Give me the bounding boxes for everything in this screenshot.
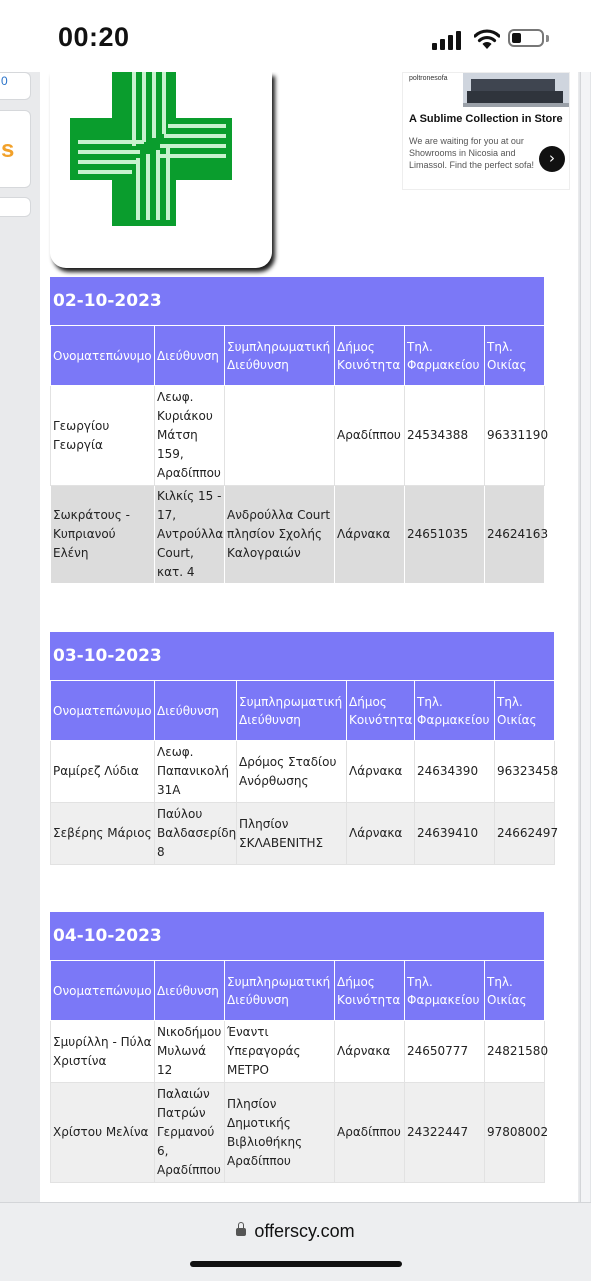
left-card-2[interactable] bbox=[0, 110, 31, 188]
pharmacy-cross-icon bbox=[50, 72, 272, 268]
column-header: Δήμος Κοινότητα bbox=[335, 961, 405, 1021]
municipality: Λάρνακα bbox=[347, 741, 415, 803]
extra-address: Πλησίον ΣΚΛΑΒΕΝΙΤΗΣ bbox=[237, 803, 347, 865]
column-header: Ονοματεπώνυμο bbox=[51, 326, 155, 386]
browser-toolbar bbox=[0, 1202, 591, 1281]
pharmacist-name: Γεωργίου Γεωργία bbox=[51, 386, 155, 486]
table-header-row bbox=[51, 326, 545, 386]
battery-icon bbox=[508, 29, 544, 47]
table-row bbox=[51, 1083, 545, 1183]
column-header: Τηλ. Φαρμακείου bbox=[405, 961, 485, 1021]
arrow-right-icon[interactable]: › bbox=[539, 146, 565, 172]
address: Παλαιών Πατρών Γερμανού 6, Αραδίππου bbox=[155, 1083, 225, 1183]
address: Νικοδήμου Μυλωνά 12 bbox=[155, 1021, 225, 1083]
home-phone[interactable]: 96323458 bbox=[495, 741, 555, 803]
municipality: Αραδίππου bbox=[335, 386, 405, 486]
left-card-3[interactable] bbox=[0, 197, 31, 217]
pharmacy-phone[interactable]: 24322447 bbox=[405, 1083, 485, 1183]
sponsored-ad[interactable] bbox=[402, 72, 570, 190]
column-header: Διεύθυνση bbox=[155, 326, 225, 386]
pharmacy-logo bbox=[50, 72, 272, 268]
date-heading: 04-10-2023 bbox=[50, 912, 544, 960]
ad-title[interactable]: A Sublime Collection in Store bbox=[409, 113, 563, 125]
date-heading: 03-10-2023 bbox=[50, 632, 554, 680]
extra-address bbox=[225, 386, 335, 486]
column-header: Συμπληρωματική Διεύθυνση bbox=[225, 326, 335, 386]
table-row bbox=[51, 741, 555, 803]
address: Λεωφ. Παπανικολή 31Α bbox=[155, 741, 237, 803]
pharmacy-table bbox=[50, 325, 549, 584]
home-phone[interactable]: 97808002 bbox=[485, 1083, 545, 1183]
address: Κιλκίς 15 - 17, Αντρούλλα Court, κατ. 4 bbox=[155, 486, 225, 584]
home-phone[interactable]: 96331190 bbox=[485, 386, 545, 486]
home-phone[interactable]: 24662497 bbox=[495, 803, 555, 865]
home-phone[interactable]: 24624163 bbox=[485, 486, 545, 584]
status-bar bbox=[0, 0, 591, 72]
extra-address: Πλησίον Δημοτικής Βιβλιοθήκης Αραδίππου bbox=[225, 1083, 335, 1183]
municipality: Αραδίππου bbox=[335, 1083, 405, 1183]
column-header: Διεύθυνση bbox=[155, 961, 225, 1021]
main-content bbox=[40, 72, 578, 1202]
column-header: Διεύθυνση bbox=[155, 681, 237, 741]
battery-cap bbox=[546, 35, 549, 42]
pharmacy-phone[interactable]: 24639410 bbox=[415, 803, 495, 865]
column-header: Δήμος Κοινότητα bbox=[335, 326, 405, 386]
lock-icon bbox=[236, 1228, 246, 1236]
table-row bbox=[51, 1021, 545, 1083]
column-header: Τηλ. Φαρμακείου bbox=[405, 326, 485, 386]
column-header: Δήμος Κοινότητα bbox=[347, 681, 415, 741]
extra-address: Έναντι Υπεραγοράς ΜΕΤΡΟ bbox=[225, 1021, 335, 1083]
extra-address: Δρόμος Σταδίου Ανόρθωσης bbox=[237, 741, 347, 803]
municipality: Λάρνακα bbox=[335, 1021, 405, 1083]
column-header: Συμπληρωματική Διεύθυνση bbox=[225, 961, 335, 1021]
column-header: Τηλ. Οικίας bbox=[495, 681, 555, 741]
ad-sofa-image bbox=[463, 73, 569, 107]
extra-address: Ανδρούλλα Court πλησίον Σχολής Καλογραιών bbox=[225, 486, 335, 584]
left-card-2-text: s bbox=[1, 136, 15, 163]
column-header: Ονοματεπώνυμο bbox=[51, 681, 155, 741]
date-heading: 02-10-2023 bbox=[50, 277, 544, 325]
address-bar[interactable] bbox=[0, 1221, 591, 1242]
column-header: Τηλ. Οικίας bbox=[485, 326, 545, 386]
column-header: Συμπληρωματική Διεύθυνση bbox=[237, 681, 347, 741]
column-header: Ονοματεπώνυμο bbox=[51, 961, 155, 1021]
pharmacy-table bbox=[50, 680, 559, 865]
pharmacy-phone[interactable]: 24651035 bbox=[405, 486, 485, 584]
pharmacist-name: Ραμίρεζ Λύδια bbox=[51, 741, 155, 803]
home-phone[interactable]: 24821580 bbox=[485, 1021, 545, 1083]
left-card-1-text: 0 bbox=[1, 74, 8, 88]
column-header: Τηλ. Φαρμακείου bbox=[415, 681, 495, 741]
pharmacy-table bbox=[50, 960, 549, 1183]
sofa-image-icon bbox=[463, 73, 569, 107]
pharmacy-phone[interactable]: 24634390 bbox=[415, 741, 495, 803]
table-header-row bbox=[51, 681, 555, 741]
left-sidebar-fragment bbox=[0, 72, 36, 1202]
ad-brand-logo: poltronesofa bbox=[409, 75, 448, 82]
ad-body: We are waiting for you at our Showrooms in Nicosia and Limassol. Find the perfect sofa! bbox=[409, 136, 535, 170]
pharmacist-name: Σεβέρης Μάριος bbox=[51, 803, 155, 865]
home-indicator[interactable] bbox=[190, 1261, 402, 1267]
address: Λεωφ. Κυριάκου Μάτση 159, Αραδίππου bbox=[155, 386, 225, 486]
pharmacy-phone[interactable]: 24534388 bbox=[405, 386, 485, 486]
municipality: Λάρνακα bbox=[347, 803, 415, 865]
municipality: Λάρνακα bbox=[335, 486, 405, 584]
pharmacist-name: Σωκράτους - Κυπριανού Ελένη bbox=[51, 486, 155, 584]
pharmacist-name: Σμυρίλλη - Πύλα Χριστίνα bbox=[51, 1021, 155, 1083]
table-row bbox=[51, 386, 545, 486]
status-time: 00:20 bbox=[58, 22, 130, 52]
web-page[interactable] bbox=[0, 72, 591, 1202]
scrollbar[interactable] bbox=[580, 72, 590, 1202]
table-row bbox=[51, 803, 555, 865]
address: Παύλου Βαλδασερίδη 8 bbox=[155, 803, 237, 865]
url-text[interactable]: offerscy.com bbox=[254, 1221, 355, 1241]
column-header: Τηλ. Οικίας bbox=[485, 961, 545, 1021]
right-scroll-strip bbox=[579, 72, 591, 1202]
cellular-signal-icon bbox=[432, 30, 464, 50]
pharmacist-name: Χρίστου Μελίνα bbox=[51, 1083, 155, 1183]
wifi-icon bbox=[474, 28, 500, 50]
left-card-1[interactable] bbox=[0, 72, 31, 100]
pharmacy-phone[interactable]: 24650777 bbox=[405, 1021, 485, 1083]
table-header-row bbox=[51, 961, 545, 1021]
table-row bbox=[51, 486, 545, 584]
